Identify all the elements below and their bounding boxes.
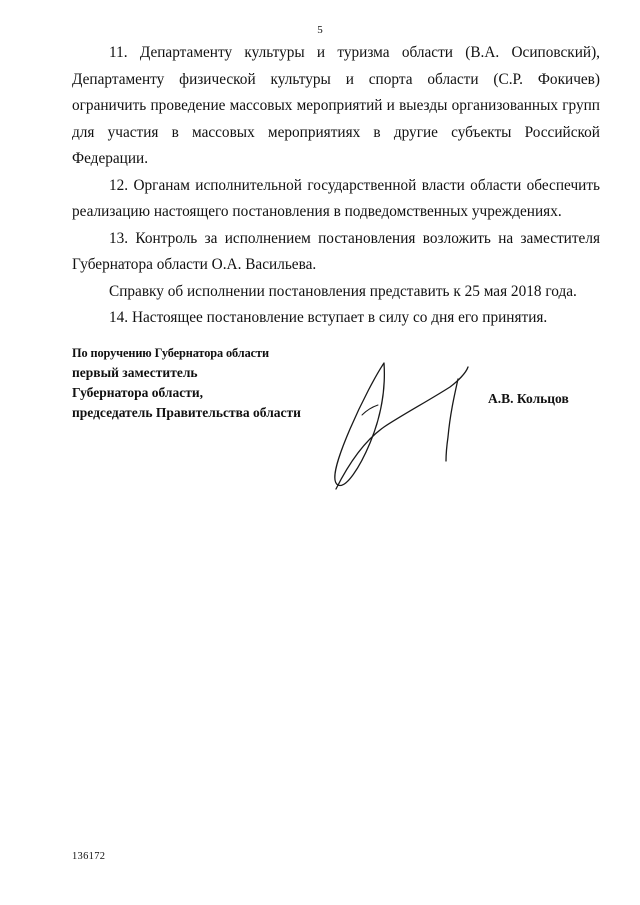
document-body bbox=[72, 40, 600, 332]
paragraph-13: 13. Контроль за исполнением постановления возложить на заместителя Губернатора области О.А. Васильева. bbox=[72, 229, 600, 273]
signatory-title-line-4: председатель Правительства области bbox=[72, 405, 301, 420]
document-code: 136172 bbox=[72, 851, 106, 862]
signatory-name: А.В. Кольцов bbox=[488, 391, 569, 406]
signatory-title-block bbox=[72, 343, 301, 423]
page-number: 5 bbox=[317, 24, 323, 36]
signatory-title-line-2: первый заместитель bbox=[72, 365, 198, 380]
report-deadline-paragraph: Справку об исполнении постановления представить к 25 мая 2018 года. bbox=[109, 282, 577, 300]
paragraph-11: 11. Департаменту культуры и туризма области (В.А. Осиповский), Департаменту физической культуры и спорта области (С.Р. Фокичев) ограничить проведение массовых мероприятий и выезды организованных групп для участия в массовых мероприятиях в другие субъекты Российской Федерации. bbox=[72, 44, 600, 167]
paragraph-14: 14. Настоящее постановление вступает в силу со дня его принятия. bbox=[109, 309, 548, 326]
signatory-title-line-1: По поручению Губернатора области bbox=[72, 346, 269, 360]
handwritten-signature bbox=[322, 345, 472, 495]
paragraph-12: 12. Органам исполнительной государственной власти области обеспечить реализацию настоящего постановления в подведомственных учреждениях. bbox=[72, 176, 600, 220]
signatory-title-line-3: Губернатора области, bbox=[72, 385, 203, 400]
